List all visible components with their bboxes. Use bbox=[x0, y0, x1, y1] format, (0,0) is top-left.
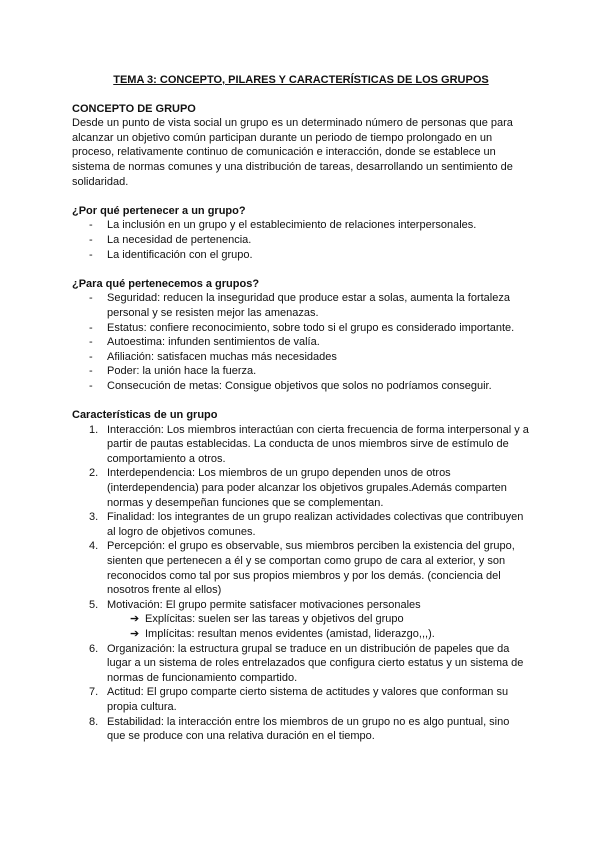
list-item: 5. Motivación: El grupo permite satisfacer motivaciones personales bbox=[89, 598, 421, 611]
para-que-list bbox=[72, 291, 530, 393]
list-item: 3. Finalidad: los integrantes de un grupo realizan actividades colectivas que contribuyen al logro de objetivos comunes. bbox=[89, 511, 524, 538]
list-item: - Afiliación: satisfacen muchas más necesidades bbox=[89, 350, 337, 363]
concepto-heading: CONCEPTO DE GRUPO bbox=[72, 102, 196, 115]
por-que-list bbox=[72, 218, 530, 262]
arrow-icon: ➔ bbox=[130, 627, 140, 640]
list-item: 6. Organización: la estructura grupal se traduce en un distribución de papeles que da lugar a un sistema de roles entrelazados que configura cierto estatus y un sistema de normas de funcionamiento compartido. bbox=[89, 642, 524, 684]
document-title: TEMA 3: CONCEPTO, PILARES Y CARACTERÍSTICAS DE LOS GRUPOS bbox=[113, 74, 489, 86]
document-page bbox=[72, 73, 530, 744]
motivacion-sublist bbox=[72, 612, 530, 641]
list-item: - Estatus: confiere reconocimiento, sobre todo si el grupo es considerado importante. bbox=[89, 321, 515, 334]
list-item: - Autoestima: infunden sentimientos de valía. bbox=[89, 336, 320, 349]
caracteristicas-list-cont bbox=[72, 642, 530, 744]
caracteristicas-heading: Características de un grupo bbox=[72, 409, 218, 422]
para-que-heading: ¿Para qué pertenecemos a grupos? bbox=[72, 277, 260, 290]
arrow-icon: ➔ bbox=[130, 613, 140, 626]
list-item: - La identificación con el grupo. bbox=[89, 248, 253, 261]
list-item: 8. Estabilidad: la interacción entre los miembros de un grupo no es algo puntual, sino que se produce con una relativa duración en el tiempo. bbox=[89, 715, 510, 743]
sub-list-item: ➔ Implícitas: resultan menos evidentes (amistad, liderazgo,,,). bbox=[130, 627, 435, 640]
sub-list-item: ➔ Explícitas: suelen ser las tareas y objetivos del grupo bbox=[130, 613, 404, 626]
list-item: - La necesidad de pertenencia. bbox=[89, 233, 252, 246]
list-item: 7. Actitud: El grupo comparte cierto sistema de actitudes y valores que conforman su propia cultura. bbox=[89, 686, 509, 713]
caracteristicas-list bbox=[72, 423, 530, 613]
por-que-heading: ¿Por qué pertenecer a un grupo? bbox=[72, 204, 246, 217]
list-item: 2. Interdependencia: Los miembros de un grupo dependen unos de otros (interdependencia) para poder alcanzar los objetivos grupales.Además comparten normas y desempeñan funciones que se complementan. bbox=[89, 467, 507, 509]
list-item: 1. Interacción: Los miembros interactúan con cierta frecuencia de forma interpersonal y a partir de pautas establecidas. La conducta de unos miembros sirve de estímulo de comportamiento a otros. bbox=[89, 423, 529, 465]
list-item: - Poder: la unión hace la fuerza. bbox=[89, 365, 257, 378]
list-item: 4. Percepción: el grupo es observable, sus miembros perciben la existencia del grupo, sienten que pertenecen a él y se comportan como grupo de cara al exterior, y son reconocidos como tal por sus propios miembros y por los demás. (conciencia del nosotros frente al ellos) bbox=[89, 540, 515, 597]
concepto-paragraph: Desde un punto de vista social un grupo es un determinado número de personas que para alcanzar un objetivo común participan durante un periodo de tiempo prolongado en un proceso, relativamente continuo de comunicación e interacción, donde se establece un sistema de normas comunes y una distribución de tareas, desarrollando un sentimiento de solidaridad. bbox=[72, 117, 513, 188]
list-item: - Consecución de metas: Consigue objetivos que solos no podríamos conseguir. bbox=[89, 379, 492, 392]
list-item: - La inclusión en un grupo y el establecimiento de relaciones interpersonales. bbox=[89, 219, 477, 232]
list-item: - Seguridad: reducen la inseguridad que produce estar a solas, aumenta la fortaleza personal y se resisten mejor las amenazas. bbox=[89, 292, 510, 319]
